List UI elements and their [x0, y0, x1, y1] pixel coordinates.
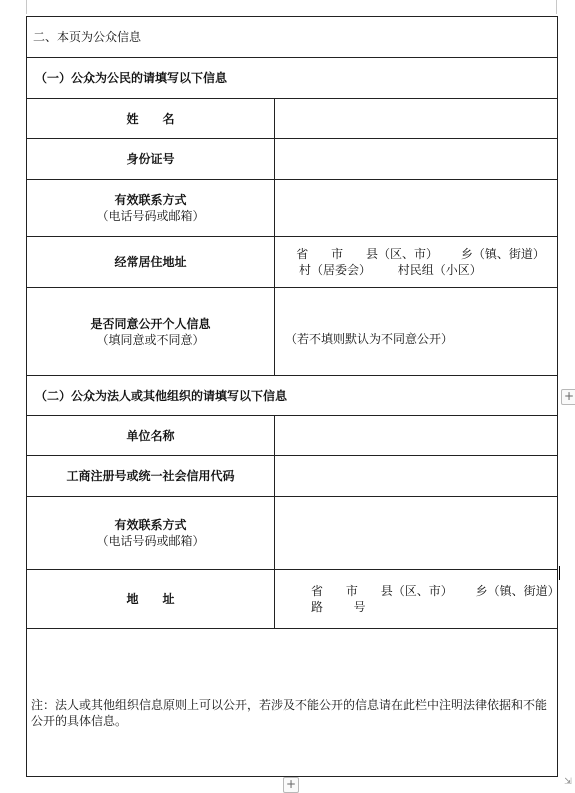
table-row	[27, 456, 558, 497]
org-section-title: （二）公众为法人或其他组织的请填写以下信息	[27, 376, 558, 416]
table-row	[27, 180, 558, 237]
citizen-contact-label-cell	[27, 180, 275, 237]
note-row	[27, 629, 558, 777]
consent-input-cell[interactable]	[275, 288, 558, 376]
residence-label: 经常居住地址	[27, 237, 275, 288]
table-row	[27, 288, 558, 376]
unit-name-input-cell[interactable]	[275, 416, 558, 456]
residence-address-line2: 村（居委会） 村民组（小区）	[299, 263, 482, 277]
unit-name-label: 单位名称	[27, 416, 275, 456]
org-contact-sublabel: （电话号码或邮箱）	[96, 534, 205, 548]
registration-code-input-cell[interactable]	[275, 456, 558, 497]
name-input-cell[interactable]	[275, 99, 558, 139]
org-address-input-cell[interactable]	[275, 570, 558, 629]
org-contact-label-cell	[27, 497, 275, 570]
citizen-section-title: （一）公众为公民的请填写以下信息	[27, 58, 558, 99]
table-resize-handle[interactable]: ⇲	[564, 777, 572, 787]
table-row	[27, 416, 558, 456]
name-label: 姓 名	[27, 99, 275, 139]
page-edge-mark-left	[26, 0, 27, 14]
public-info-form-table	[26, 16, 558, 777]
add-column-button[interactable]: +	[283, 777, 299, 793]
add-row-button[interactable]: +	[561, 389, 575, 405]
org-contact-label: 有效联系方式	[114, 518, 187, 532]
citizen-contact-sublabel: （电话号码或邮箱）	[96, 209, 205, 223]
table-row	[27, 99, 558, 139]
note-text: 注：法人或其他组织信息原则上可以公开，若涉及不能公开的信息请在此栏中注明法律依据和不能公开的具体信息。	[27, 629, 558, 777]
table-row	[27, 570, 558, 629]
org-section-row	[27, 376, 558, 416]
citizen-contact-label: 有效联系方式	[114, 193, 187, 207]
table-row	[27, 497, 558, 570]
org-address-line1: 省 市 县（区、市） 乡（镇、街道）	[311, 584, 560, 598]
id-number-label: 身份证号	[27, 139, 275, 180]
table-row	[27, 139, 558, 180]
consent-label: 是否同意公开个人信息	[90, 316, 211, 331]
text-cursor	[559, 566, 560, 580]
consent-sublabel: （填同意或不同意）	[96, 332, 205, 347]
org-contact-input-cell[interactable]	[275, 497, 558, 570]
org-address-label: 地 址	[27, 570, 275, 629]
consent-label-cell	[27, 288, 275, 376]
residence-address-line1: 省 市 县（区、市） 乡（镇、街道）	[281, 247, 545, 261]
org-address-line2: 路 号	[311, 600, 366, 614]
citizen-contact-input-cell[interactable]	[275, 180, 558, 237]
consent-hint: （若不填则默认为不同意公开）	[285, 331, 454, 346]
citizen-section-row	[27, 58, 558, 99]
registration-code-label: 工商注册号或统一社会信用代码	[27, 456, 275, 497]
intro-heading: 二、本页为公众信息	[27, 17, 558, 58]
table-row	[27, 237, 558, 288]
residence-input-cell[interactable]	[275, 237, 558, 288]
id-number-input-cell[interactable]	[275, 139, 558, 180]
page-edge-mark-right	[556, 0, 557, 14]
intro-row	[27, 17, 558, 58]
